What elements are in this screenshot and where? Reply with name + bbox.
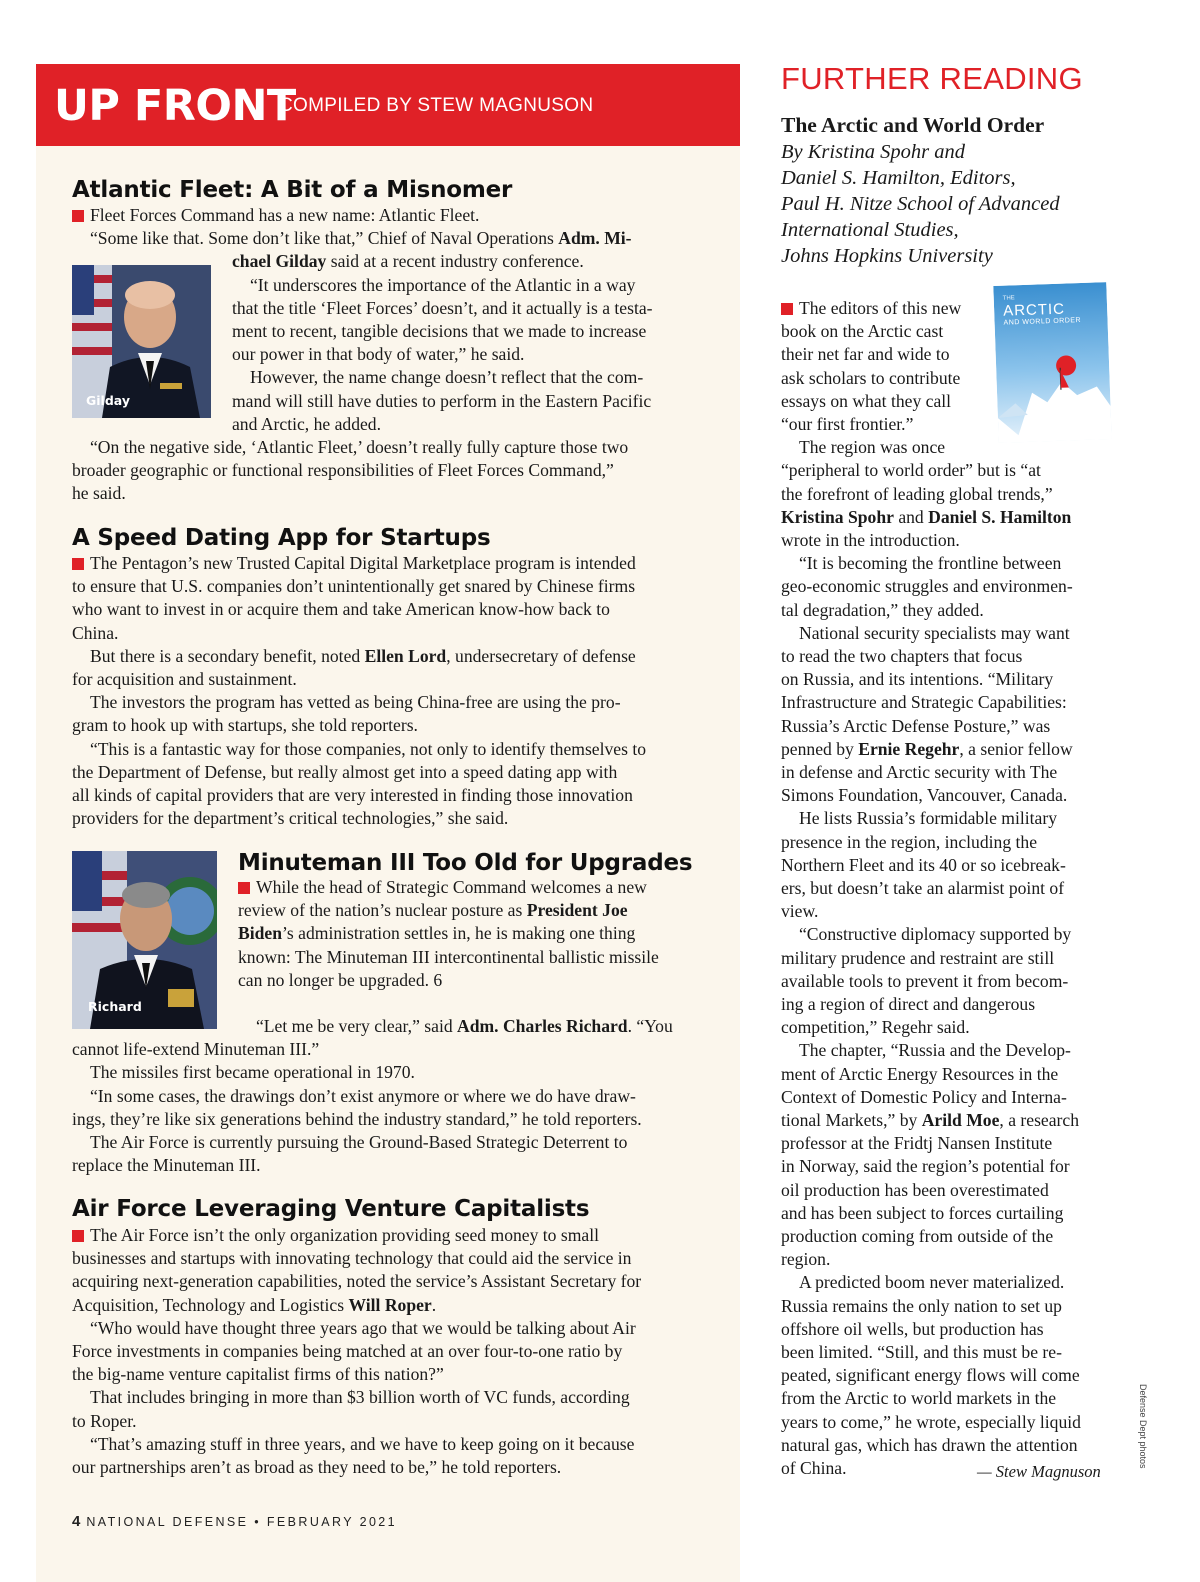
body-line xyxy=(90,1061,415,1084)
body-line xyxy=(781,1434,1078,1457)
line-text: “our first frontier.” xyxy=(781,414,914,434)
body-line xyxy=(72,1270,641,1293)
body-line xyxy=(781,668,1053,691)
line-text: he said. xyxy=(72,483,126,504)
line-text: Fleet Forces Command has a new name: Atlantic Fleet. xyxy=(90,205,480,225)
book-credit-line: Paul H. Nitze School of Advanced xyxy=(781,193,1060,215)
line-text: from the Arctic to world markets in the xyxy=(781,1388,1057,1409)
line-text: Infrastructure and Strategic Capabilities: xyxy=(781,692,1067,713)
line-text: known: The Minuteman III intercontinental ballistic missile xyxy=(238,946,659,967)
line-text: . “You xyxy=(627,1016,673,1036)
body-line xyxy=(72,668,297,691)
line-text: But there is a secondary benefit, noted xyxy=(90,645,365,666)
name-highlight: Arild Moe xyxy=(921,1110,1000,1130)
name-highlight: Daniel S. Hamilton xyxy=(928,506,1072,527)
line-text: ers, but doesn’t take an alarmist point of xyxy=(781,878,1065,898)
line-text: “It is becoming the frontline between xyxy=(799,553,1062,574)
page-footer xyxy=(72,1513,397,1530)
page-number: 4 xyxy=(72,1513,81,1530)
name-highlight: Adm. Mi- xyxy=(558,228,632,249)
line-text: The Air Force is currently pursuing the Ground-Based Strategic Deterrent to xyxy=(90,1132,628,1152)
line-text: That includes bringing in more than $3 billion worth of VC funds, according xyxy=(90,1387,630,1408)
body-line xyxy=(781,1411,1081,1434)
body-line xyxy=(72,1154,261,1177)
line-text: However, the name change doesn’t reflect that the com- xyxy=(250,367,644,388)
body-line xyxy=(232,343,524,366)
name-highlight: Will Roper xyxy=(348,1294,432,1315)
line-text: . xyxy=(431,1294,437,1315)
red-square-bullet xyxy=(72,210,84,222)
line-text: said at a recent industry conference. xyxy=(326,251,584,272)
body-line xyxy=(90,1317,636,1340)
body-line xyxy=(72,1108,642,1131)
line-text: in Norway, said the region’s potential for xyxy=(781,1156,1070,1177)
line-text: The Air Force isn’t the only organization providing seed money to small xyxy=(90,1225,599,1245)
line-text: to ensure that U.S. companies don’t unintentionally get snared by Chinese firms xyxy=(72,576,636,597)
line-text: the Department of Defense, but really almost get into a speed dating app with xyxy=(72,761,618,782)
line-text: “It underscores the importance of the Atlantic in a way xyxy=(250,274,636,295)
body-line xyxy=(90,645,636,668)
body-line xyxy=(799,552,1061,575)
line-text: production coming from outside of the xyxy=(781,1226,1054,1246)
body-line xyxy=(72,552,636,575)
line-text: He lists Russia’s formidable military xyxy=(799,808,1058,829)
line-text: been limited. “Still, and this must be re- xyxy=(781,1342,1062,1362)
body-line xyxy=(72,714,418,737)
line-text: competition,” Regehr said. xyxy=(781,1017,970,1038)
body-line xyxy=(781,1457,846,1480)
body-line xyxy=(781,738,1073,761)
line-text: view. xyxy=(781,901,819,922)
body-line xyxy=(72,1456,561,1479)
body-line xyxy=(781,1364,1080,1387)
line-text: “Constructive diplomacy supported by xyxy=(799,924,1072,945)
section-title: UP FRONT xyxy=(54,81,296,131)
body-line xyxy=(781,483,1053,506)
body-line xyxy=(799,1271,1064,1294)
body-line xyxy=(781,877,1064,900)
line-text: review of the nation’s nuclear posture as xyxy=(238,900,527,921)
body-line xyxy=(781,1086,1067,1109)
footer-publication: NATIONAL DEFENSE • FEBRUARY 2021 xyxy=(86,1515,397,1529)
book-credit-line: By Kristina Spohr and xyxy=(781,141,965,163)
name-highlight: Adm. Charles Richard xyxy=(457,1016,628,1036)
body-line xyxy=(781,784,1067,807)
body-line xyxy=(781,459,1041,482)
line-text: of China. xyxy=(781,1458,847,1478)
body-line xyxy=(781,831,1037,854)
section-byline: COMPILED BY STEW MAGNUSON xyxy=(279,95,594,116)
photo-credit: Defense Dept photos xyxy=(1138,1384,1148,1469)
body-line xyxy=(72,482,126,505)
line-text: that the title ‘Fleet Forces’ doesn’t, and it actually is a testa- xyxy=(232,297,653,318)
line-text: Russia remains the only nation to set up xyxy=(781,1295,1062,1316)
line-text: book on the Arctic cast xyxy=(781,321,944,342)
line-text: to Roper. xyxy=(72,1410,137,1431)
body-line xyxy=(90,227,632,250)
body-line xyxy=(90,1386,630,1409)
body-line xyxy=(72,459,614,482)
line-text: The missiles first became operational in 1970. xyxy=(90,1062,415,1083)
body-line xyxy=(781,1341,1062,1364)
book-title: The Arctic and World Order xyxy=(781,113,1045,137)
line-text: tional Markets,” by xyxy=(781,1110,922,1130)
body-line xyxy=(90,738,646,761)
body-line xyxy=(781,1155,1070,1178)
body-line xyxy=(72,784,633,807)
article-headline-atlantic-fleet: Atlantic Fleet: A Bit of a Misnomer xyxy=(72,177,513,203)
body-line xyxy=(72,761,617,784)
body-line xyxy=(232,413,381,436)
line-text: penned by xyxy=(781,738,859,759)
line-text: Simons Foundation, Vancouver, Canada. xyxy=(781,785,1068,806)
body-line xyxy=(781,1016,970,1039)
body-line xyxy=(781,993,1035,1016)
body-line xyxy=(250,366,643,389)
body-line xyxy=(781,575,1073,598)
body-line xyxy=(781,529,960,552)
body-line xyxy=(238,969,442,992)
line-text: “Who would have thought three years ago that we would be talking about Air xyxy=(90,1317,636,1338)
line-text: in defense and Arctic security with The xyxy=(781,762,1058,782)
line-text: ment of Arctic Energy Resources in the xyxy=(781,1063,1059,1084)
body-line xyxy=(238,922,635,945)
line-text: “That’s amazing stuff in three years, and we have to keep going on it because xyxy=(90,1433,635,1454)
line-text: ’s administration settles in, he is making one thing xyxy=(282,923,636,944)
book-credit-line: International Studies, xyxy=(781,219,959,241)
body-line xyxy=(781,1179,1049,1202)
body-line xyxy=(799,1039,1071,1062)
body-line xyxy=(72,1224,599,1247)
further-reading-signoff: — Stew Magnuson xyxy=(977,1462,1101,1481)
line-text: geo-economic struggles and environmen- xyxy=(781,576,1073,597)
body-line xyxy=(781,297,961,320)
body-line xyxy=(72,204,479,227)
line-text: The Pentagon’s new Trusted Capital Digital Marketplace program is intended xyxy=(90,553,636,573)
line-text: While the head of Strategic Command welcomes a new xyxy=(256,877,647,897)
line-text: The investors the program has vetted as being China-free are using the pro- xyxy=(90,692,621,713)
line-text: tal degradation,” they added. xyxy=(781,599,984,620)
body-line xyxy=(72,1294,436,1317)
body-line xyxy=(72,598,610,621)
line-text: their net far and wide to xyxy=(781,344,950,365)
body-line xyxy=(72,1247,631,1270)
line-text: cannot life-extend Minuteman III.” xyxy=(72,1039,320,1060)
line-text: the forefront of leading global trends,” xyxy=(781,483,1053,504)
line-text: , a research xyxy=(999,1110,1080,1130)
name-highlight: Kristina Spohr xyxy=(781,506,894,527)
line-text: The region was once xyxy=(799,437,946,458)
body-line xyxy=(781,900,818,923)
body-line xyxy=(781,1132,1052,1155)
line-text: acquiring next-generation capabilities, noted the service’s Assistant Secretary for xyxy=(72,1271,642,1292)
book-cover-small-text: THE xyxy=(1002,295,1015,302)
gilday-photo-caption: Gilday xyxy=(86,393,130,408)
line-text: The chapter, “Russia and the Develop- xyxy=(799,1040,1071,1061)
line-text: “This is a fantastic way for those companies, not only to identify themselves to xyxy=(90,738,647,759)
body-line xyxy=(781,970,1068,993)
line-text: Acquisition, Technology and Logistics xyxy=(72,1294,349,1315)
line-text: , a senior fellow xyxy=(959,738,1073,759)
line-text: essays on what they call xyxy=(781,390,952,411)
line-text: Russia’s Arctic Defense Posture,” was xyxy=(781,715,1051,736)
book-credit-line: Johns Hopkins University xyxy=(781,245,993,267)
book-credit-line: Daniel S. Hamilton, Editors, xyxy=(781,167,1016,189)
name-highlight: Ernie Regehr xyxy=(858,738,960,759)
line-text: broader geographic or functional responsibilities of Fleet Forces Command,” xyxy=(72,460,614,481)
body-line xyxy=(238,899,628,922)
richard-photo-caption: Richard xyxy=(88,999,142,1014)
line-text: Force investments in companies being matched at an over four-to-one ratio by xyxy=(72,1341,623,1361)
line-text: available tools to prevent it from becom- xyxy=(781,970,1069,991)
red-square-bullet xyxy=(238,882,250,894)
body-line xyxy=(72,1363,444,1386)
line-text: professor at the Fridtj Nansen Institute xyxy=(781,1133,1053,1154)
line-text: ask scholars to contribute xyxy=(781,367,961,388)
line-text: businesses and startups with innovating technology that could aid the service in xyxy=(72,1248,632,1269)
line-text: region. xyxy=(781,1249,831,1270)
body-line xyxy=(781,1109,1079,1132)
body-line xyxy=(781,1387,1056,1410)
line-text: Northern Fleet and its 40 or so icebreak- xyxy=(781,854,1066,875)
body-line xyxy=(256,1015,673,1038)
line-text: our power in that body of water,” he said. xyxy=(232,344,525,365)
name-highlight: President Joe xyxy=(526,900,628,921)
line-text: on Russia, and its intentions. “Military xyxy=(781,669,1054,690)
body-line xyxy=(799,923,1071,946)
article-headline-speed-dating: A Speed Dating App for Startups xyxy=(72,525,491,551)
line-text: military prudence and restraint are still xyxy=(781,947,1055,968)
line-text: natural gas, which has drawn the attention xyxy=(781,1434,1078,1455)
line-text: replace the Minuteman III. xyxy=(72,1155,261,1176)
line-text: “In some cases, the drawings don’t exist anymore or where we do have draw- xyxy=(90,1085,636,1106)
body-line xyxy=(232,320,646,343)
body-line xyxy=(781,1248,830,1271)
line-text: mand will still have duties to perform in the Eastern Pacific xyxy=(232,390,652,411)
line-text: presence in the region, including the xyxy=(781,831,1038,852)
red-square-bullet xyxy=(781,303,793,315)
name-highlight: Ellen Lord xyxy=(364,645,447,666)
body-line xyxy=(781,761,1057,784)
line-text: can no longer be upgraded. 6 xyxy=(238,969,443,990)
line-text: peated, significant energy flows will come xyxy=(781,1365,1080,1386)
further-reading-title: FURTHER READING xyxy=(781,61,1083,96)
body-line xyxy=(72,807,508,830)
body-line xyxy=(250,274,635,297)
body-line xyxy=(781,343,950,366)
line-text: who want to invest in or acquire them and take American know-how back to xyxy=(72,599,610,620)
line-text: “peripheral to world order” but is “at xyxy=(781,460,1041,481)
body-line xyxy=(72,1038,319,1061)
red-square-bullet xyxy=(72,1230,84,1242)
line-text: A predicted boom never materialized. xyxy=(799,1272,1065,1293)
line-text: “Let me be very clear,” said xyxy=(256,1016,458,1036)
name-highlight: Biden xyxy=(238,923,283,944)
body-line xyxy=(72,1340,622,1363)
line-text: providers for the department’s critical technologies,” she said. xyxy=(72,808,509,829)
line-text: and Arctic, he added. xyxy=(232,413,381,434)
body-line xyxy=(232,250,584,273)
line-text: ment to recent, tangible decisions that we made to increase xyxy=(232,321,647,341)
line-text: Context of Domestic Policy and Interna- xyxy=(781,1086,1067,1107)
body-line xyxy=(781,1225,1053,1248)
book-cover xyxy=(993,282,1111,443)
line-text: “Some like that. Some don’t like that,” Chief of Naval Operations xyxy=(90,228,559,249)
body-line xyxy=(781,413,913,436)
body-line xyxy=(90,1085,636,1108)
body-line xyxy=(781,1063,1058,1086)
body-line xyxy=(781,599,984,622)
body-line xyxy=(232,390,651,413)
body-line xyxy=(781,1202,1063,1225)
line-text: offshore oil wells, but production has xyxy=(781,1318,1044,1339)
body-line xyxy=(781,715,1050,738)
line-text: all kinds of capital providers that are very interested in finding those innovation xyxy=(72,785,633,805)
body-line xyxy=(781,320,943,343)
body-line xyxy=(781,1295,1062,1318)
body-line xyxy=(781,854,1066,877)
line-text: National security specialists may want xyxy=(799,622,1070,643)
red-square-bullet xyxy=(72,558,84,570)
body-line xyxy=(781,645,1022,668)
book-cover-title: ARCTIC xyxy=(1002,300,1066,320)
body-line xyxy=(72,622,118,645)
line-text: gram to hook up with startups, she told reporters. xyxy=(72,715,418,736)
body-line xyxy=(781,1318,1044,1341)
article-headline-venture-capital: Air Force Leveraging Venture Capitalists xyxy=(72,1196,590,1222)
body-line xyxy=(238,876,647,899)
body-line xyxy=(72,1410,137,1433)
line-text: wrote in the introduction. xyxy=(781,530,960,550)
body-line xyxy=(781,947,1054,970)
line-text: to read the two chapters that focus xyxy=(781,646,1023,666)
line-text: China. xyxy=(72,622,119,643)
body-line xyxy=(781,367,960,390)
line-text: ing a region of direct and dangerous xyxy=(781,994,1036,1014)
body-line xyxy=(781,506,1071,529)
line-text: the big-name venture capitalist firms of this nation?” xyxy=(72,1364,444,1385)
article-headline-minuteman: Minuteman III Too Old for Upgrades xyxy=(238,850,693,876)
line-text: our partnerships aren’t as broad as they need to be,” he told reporters. xyxy=(72,1457,562,1477)
body-line xyxy=(90,436,628,459)
line-text: “On the negative side, ‘Atlantic Fleet,’ doesn’t really fully capture those two xyxy=(90,437,629,457)
body-line xyxy=(799,436,945,459)
body-line xyxy=(90,1131,627,1154)
body-line xyxy=(90,1433,634,1456)
body-line xyxy=(799,622,1070,645)
body-line xyxy=(781,691,1067,714)
line-text: and xyxy=(893,506,929,527)
line-text: for acquisition and sustainment. xyxy=(72,669,297,689)
line-text: ings, they’re like six generations behind the industry standard,” he told reporters. xyxy=(72,1108,642,1129)
body-line xyxy=(781,390,951,413)
book-cover-subtitle: AND WORLD ORDER xyxy=(1003,316,1082,327)
line-text: years to come,” he wrote, especially liquid xyxy=(781,1411,1081,1432)
body-line xyxy=(238,946,659,969)
body-line xyxy=(799,807,1057,830)
line-text: and has been subject to forces curtailing xyxy=(781,1202,1064,1223)
line-text: The editors of this new xyxy=(799,298,962,318)
body-line xyxy=(232,297,653,320)
body-line xyxy=(90,691,621,714)
line-text: , undersecretary of defense xyxy=(446,645,636,666)
body-line xyxy=(72,575,635,598)
name-highlight: chael Gilday xyxy=(232,251,327,272)
line-text: oil production has been overestimated xyxy=(781,1179,1049,1200)
